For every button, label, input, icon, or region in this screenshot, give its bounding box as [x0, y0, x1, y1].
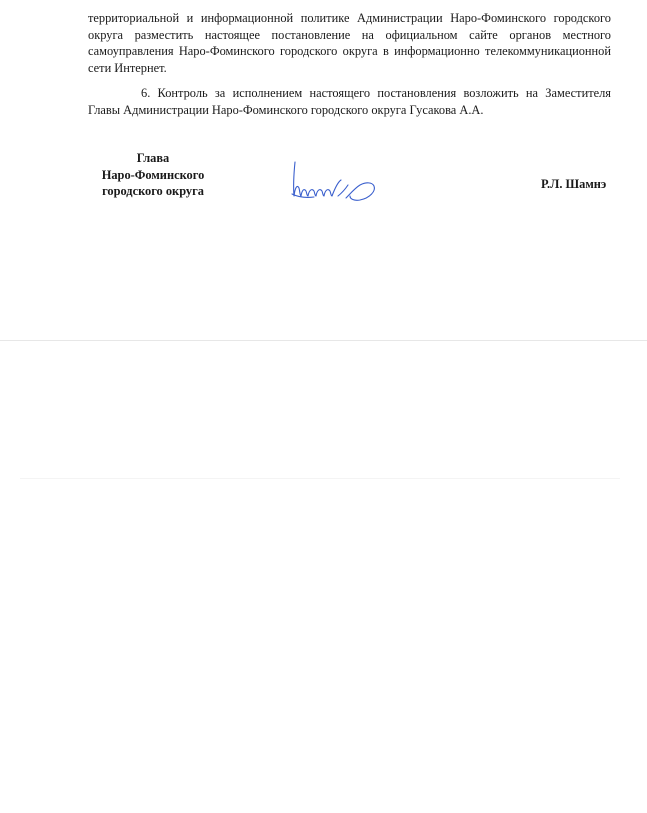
signer-title-line-3: городского округа [102, 184, 204, 199]
signer-title-line-1: Глава [136, 151, 170, 165]
signer-name: Р.Л. Шамнэ [541, 177, 607, 191]
paragraph-6: 6. Контроль за исполнением настоящего постановления возложить на Заместителя Главы Администрации Наро-Фоминского городского округа Гусакова А.А. [88, 86, 611, 117]
paragraph-5-continuation: территориальной и информационной политике Администрации Наро-Фоминского городского округа разместить настоящее постановление на официальном сайте органов местного самоуправления Наро-Фоминского городского округа в информационно телекоммуникационной сети Интернет. [88, 11, 611, 75]
signer-title [88, 150, 218, 200]
scan-fold-line [0, 340, 647, 341]
scan-faint-line [20, 478, 620, 479]
handwritten-signature [288, 158, 380, 208]
signer-title-line-2: Наро-Фоминского [101, 167, 205, 182]
